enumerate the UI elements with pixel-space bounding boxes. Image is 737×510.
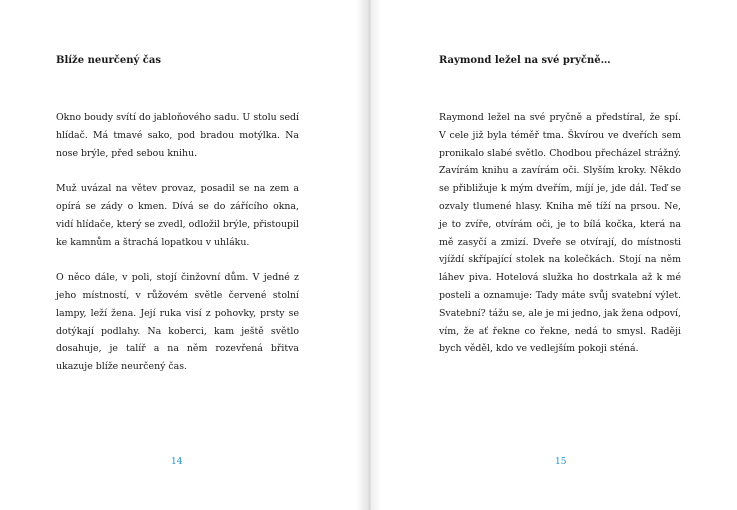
right-page [369, 0, 737, 510]
left-paragraph: Okno boudy svítí do jabloňového sadu. U stolu sedí hlídač. Má tmavé sako, pod bradou motýlka. Na nose brýle, před sebou knihu. [56, 112, 299, 159]
left-page [0, 0, 368, 510]
left-paragraph: O něco dále, v poli, stojí činžovní dům. V jedné z jeho místností, v růžovém světle červené stolní lampy, leží žena. Její ruka visí z pohovky, prsty se dotýkají podlahy. Na koberci, kam ještě světlo dosahuje, je talíř a na něm rozevřená břitva ukazuje blíže neurčený čas. [56, 272, 299, 373]
right-page-body [439, 109, 681, 376]
right-paragraph: Raymond ležel na své pryčně a předstíral, že spí. V cele již byla téměř tma. Škvírou ve dveřích sem pronikalo slabé světlo. Chodbou přecházel strážný. Zavírám knihu a zavírám oči. Slyším kroky. Někdo se přibližuje k mým dveřím, míjí je, jde dál. Teď se ozvaly tlumené hlasy. Kniha mě tíží na prsou. Ne, je to zvíře, otvírám oči, je to bílá kočka, která na mě zasyčí a zmizí. Dveře se otvírají, do místnosti vjíždí skřípající stolek na kolečkách. Stojí na něm láhev piva. Hotelová služka ho dostrkala až k mé posteli a oznamuje: Tady máte svůj svatební výlet. Svatební? tážu se, ale je mi jedno, jak žena odpoví, vím, že ať řekne co řekne, nedá to smysl. Raději bych věděl, kdo ve vedlejším pokoji sténá. [439, 112, 681, 355]
left-page-number: 14 [171, 457, 183, 467]
left-page-title: Blíže neurčený čas [56, 55, 161, 66]
right-page-number: 15 [555, 457, 567, 467]
right-page-title: Raymond ležel na své pryčně… [439, 55, 611, 66]
left-paragraph: Muž uvázal na větev provaz, posadil se na zem a opírá se zády o kmen. Dívá se do zářícího okna, vidí hlídače, který se zvedl, odložil brýle, přistoupil ke kamnům a štrachá lopatkou v uhláku. [56, 183, 299, 248]
book-gutter-shadow [356, 0, 382, 510]
left-page-body [56, 109, 299, 394]
